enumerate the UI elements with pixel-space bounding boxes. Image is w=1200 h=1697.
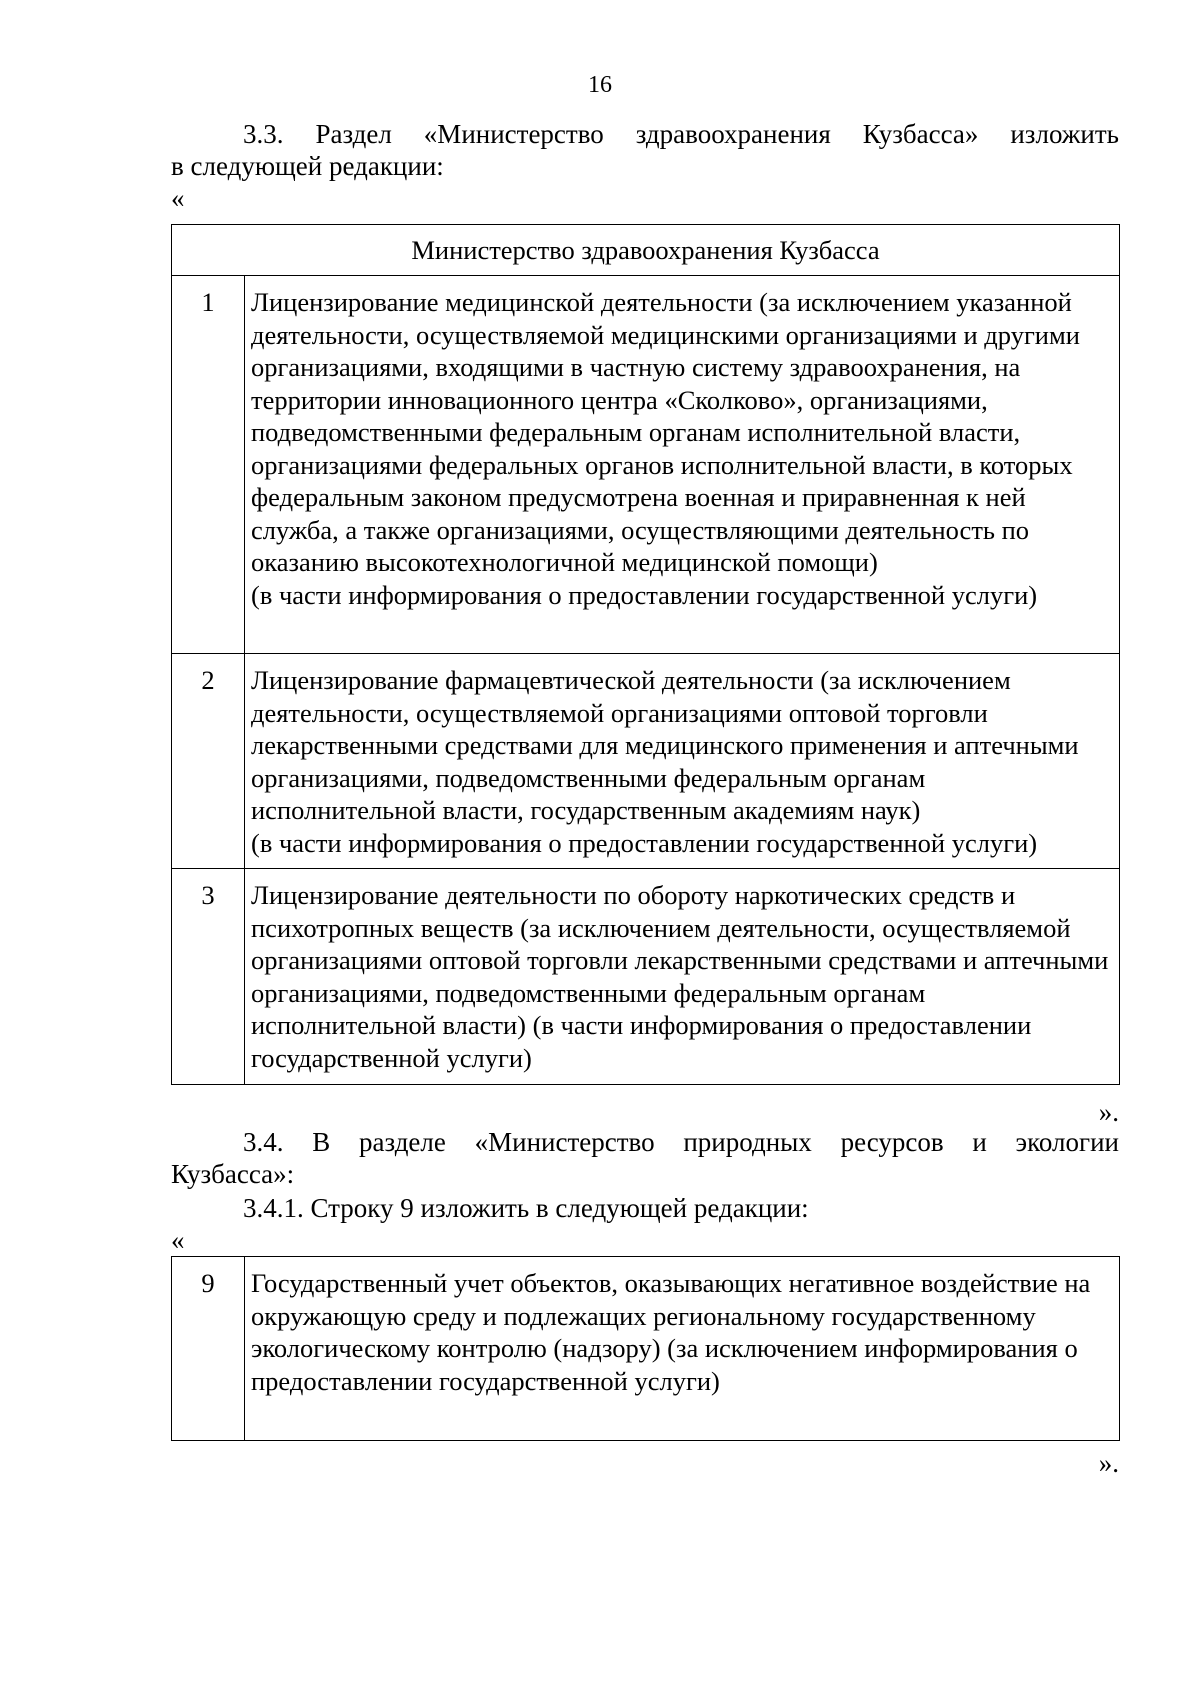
row-text-cell bbox=[245, 1257, 1120, 1441]
table-row bbox=[172, 276, 1120, 654]
section-3-3-intro-line1: 3.3. Раздел «Министерство здравоохранения Кузбасса» изложить bbox=[243, 119, 1119, 149]
row-number: 2 bbox=[172, 654, 245, 869]
table-header: Министерство здравоохранения Кузбасса bbox=[172, 225, 1120, 276]
close-quote-2: ». bbox=[1098, 1448, 1119, 1478]
row-note: (в части информирования о предоставлении государственной услуги) bbox=[251, 827, 1038, 858]
row-number: 3 bbox=[172, 869, 245, 1085]
section-3-4-intro-line2: Кузбасса»: bbox=[171, 1159, 295, 1189]
close-quote-1: ». bbox=[1098, 1097, 1119, 1127]
section-3-3-intro-line2: в следующей редакции: bbox=[171, 151, 444, 181]
open-quote-2: « bbox=[171, 1225, 185, 1255]
row-text-cell bbox=[245, 654, 1120, 869]
row-text: Лицензирование фармацевтической деятельности (за исключением деятельности, осуществляемой организациями оптовой торговли лекарственными средствами для медицинского применения и аптечными организациями, подведомственными федеральным органам исполнительной власти, государственным академиям наук) bbox=[251, 665, 1079, 825]
row-number: 9 bbox=[172, 1257, 245, 1441]
ministry-health-table bbox=[171, 224, 1120, 1085]
row-text-cell bbox=[245, 869, 1120, 1085]
page-number: 16 bbox=[588, 72, 612, 98]
ecology-row-table bbox=[171, 1256, 1120, 1441]
row-text: Государственный учет объектов, оказывающих негативное воздействие на окружающую среду и подлежащих региональному государственному экологическому контролю (надзору) (за исключением информирования о предоставлении государственной услуги) bbox=[251, 1268, 1091, 1396]
row-number: 1 bbox=[172, 276, 245, 654]
section-3-4-intro-line1: 3.4. В разделе «Министерство природных ресурсов и экологии bbox=[243, 1127, 1119, 1157]
row-note: (в части информирования о предоставлении государственной услуги) bbox=[251, 579, 1038, 610]
table-row bbox=[172, 654, 1120, 869]
open-quote-1: « bbox=[171, 183, 185, 213]
row-text: Лицензирование деятельности по обороту наркотических средств и психотропных веществ (за исключением деятельности, осуществляемой организациями оптовой торговли лекарственными средствами и аптечными организациями, подведомственными федеральным органам исполнительной власти) (в части информирования о предоставлении государственной услуги) bbox=[251, 880, 1109, 1073]
row-text-cell bbox=[245, 276, 1120, 654]
table-header-row bbox=[172, 225, 1120, 276]
row-text: Лицензирование медицинской деятельности (за исключением указанной деятельности, осуществляемой медицинскими организациями и другими организациями, входящими в частную систему здравоохранения, на территории инновационного центра «Сколково», организациями, подведомственными федеральным органам исполнительной власти, организациями федеральных органов исполнительной власти, в которых федеральным законом предусмотрена военная и приравненная к ней служба, а также организациями, осуществляющими деятельность по оказанию высокотехнологичной медицинской помощи) bbox=[251, 287, 1080, 577]
section-3-4-1-text: 3.4.1. Строку 9 изложить в следующей редакции: bbox=[243, 1193, 809, 1223]
table-row bbox=[172, 869, 1120, 1085]
table-row bbox=[172, 1257, 1120, 1441]
